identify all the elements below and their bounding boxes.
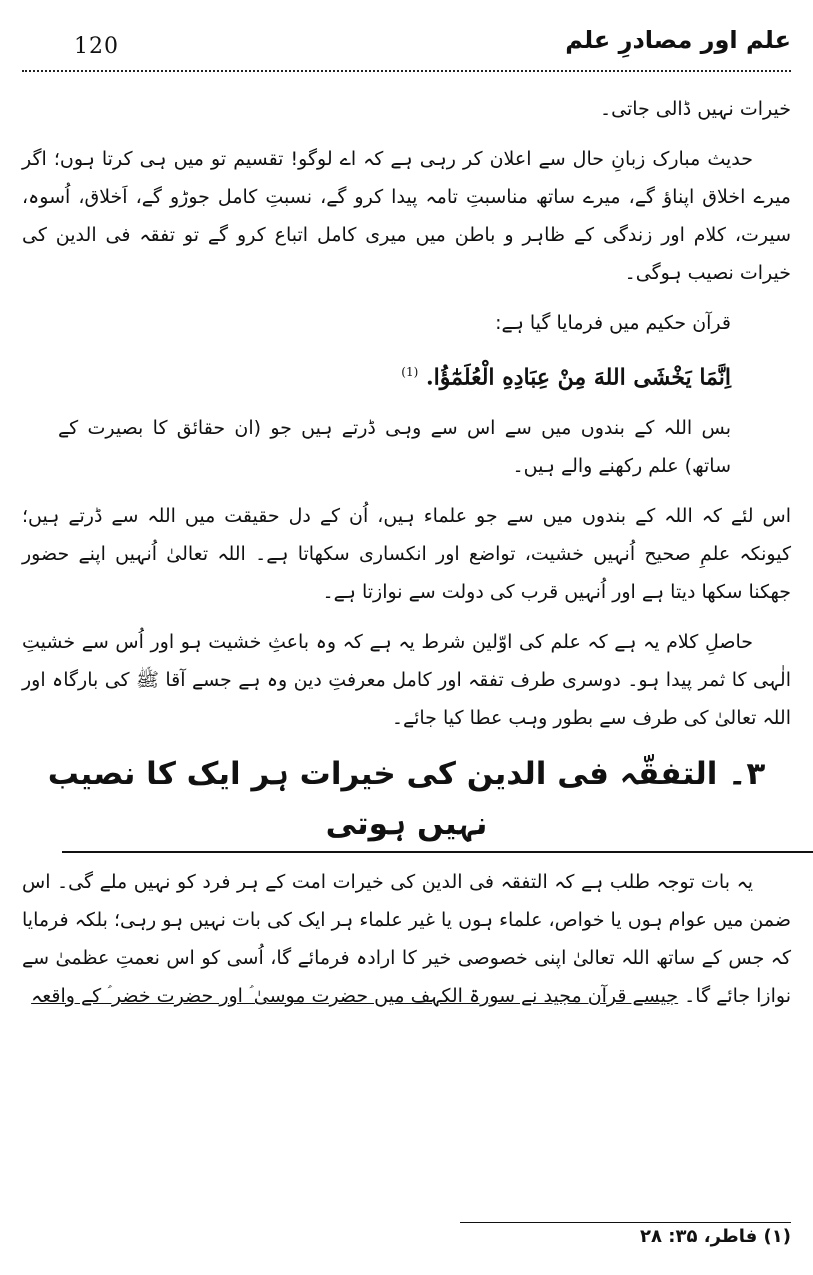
verse-translation: بس اللہ کے بندوں میں سے اس سے وہی ڈرتے ہیں جو (ان حقائق کا بصیرت کے ساتھ) علم رکھنے والے ہیں۔ [58,417,731,478]
verse-text: اِنَّمَا يَخْشَى اللهَ مِنْ عِبَادِهِ الْعُلَمٰٓؤُا. [425,364,731,391]
quran-verse [22,350,791,399]
page-body [22,90,791,1027]
paragraph-section-text: یہ بات توجہ طلب ہے کہ التفقہ فی الدین کی خیرات امت کے ہر فرد کو نہیں ملے گی۔ اس ضمن میں عوام ہوں یا خواص، علماء ہوں یا غیر علماء ہر ایک کی بات نہیں ہو رہی؛ بلکہ فرمایا کہ جس کے ساتھ اللہ تعالیٰ اپنی خصوصی خیر کا ارادہ فرمائے گا، اُسی کو اس نعمتِ عظمیٰ سے نوازا جائے گا۔ [22,871,791,1008]
header-divider [22,70,791,72]
underlined-text: جیسے قرآن مجید نے سورۃ الکہف میں حضرت موسیٰ ؑ اور حضرت خضر ؑ کے واقعہ [31,985,679,1008]
paragraph-explanation: اس لئے کہ اللہ کے بندوں میں سے جو علماء ہیں، اُن کے دل حقیقت میں اللہ سے ڈرتے ہیں؛ کیونکہ علمِ صحیح اُنہیں خشیت، تواضع اور انکساری سکھاتا ہے۔ اللہ تعالیٰ اُنہیں اپنے حضور جھکنا سکھا دیتا ہے اور اُنہیں قرب کی دولت سے نوازتا ہے۔ [22,505,791,604]
running-title: علم اور مصادرِ علم [565,26,791,54]
page-header [22,22,791,68]
paragraph-hadith: حدیث مبارک زبانِ حال سے اعلان کر رہی ہے کہ اے لوگو! تقسیم تو میں ہی کرتا ہوں؛ اگر میرے اخلاق اپناؤ گے، میرے ساتھ مناسبتِ تامہ پیدا کرو گے، نسبتِ کامل جوڑو گے، اَخلاق، اُسوہ، سیرت، کلام اور زندگی کے ظاہر و باطن میں میری کامل اتباع کرو گے تو تفقہ فی الدین کی خیرات نصیب ہوگی۔ [22,148,791,284]
footnote-divider [460,1222,791,1223]
paragraph-conclusion: حاصلِ کلام یہ ہے کہ علم کی اوّلین شرط یہ ہے کہ وہ باعثِ خشیت ہو اور اُس سے خشیتِ الٰہی کا ثمر پیدا ہو۔ دوسری طرف تفقہ اور کامل معرفتِ دین وہ ہے جسے آقا ﷺ کی بارگاہ اور اللہ تعالیٰ کی طرف سے بطور وہب عطا کیا جائے۔ [22,631,791,730]
footnote-marker: (1) [401,365,419,379]
paragraph-quran-intro: قرآن حکیم میں فرمایا گیا ہے: [495,312,731,334]
paragraph-section [22,863,791,1015]
paragraph-continuation: خیرات نہیں ڈالی جاتی۔ [599,98,791,120]
footnote: (۱) فاطر، ۳۵: ۲۸ [640,1226,791,1247]
section-divider [62,851,813,853]
section-heading: ۳۔ التفقّہ فی الدین کی خیرات ہر ایک کا نصیب نہیں ہوتی [47,756,766,843]
page-number: 120 [74,34,119,59]
